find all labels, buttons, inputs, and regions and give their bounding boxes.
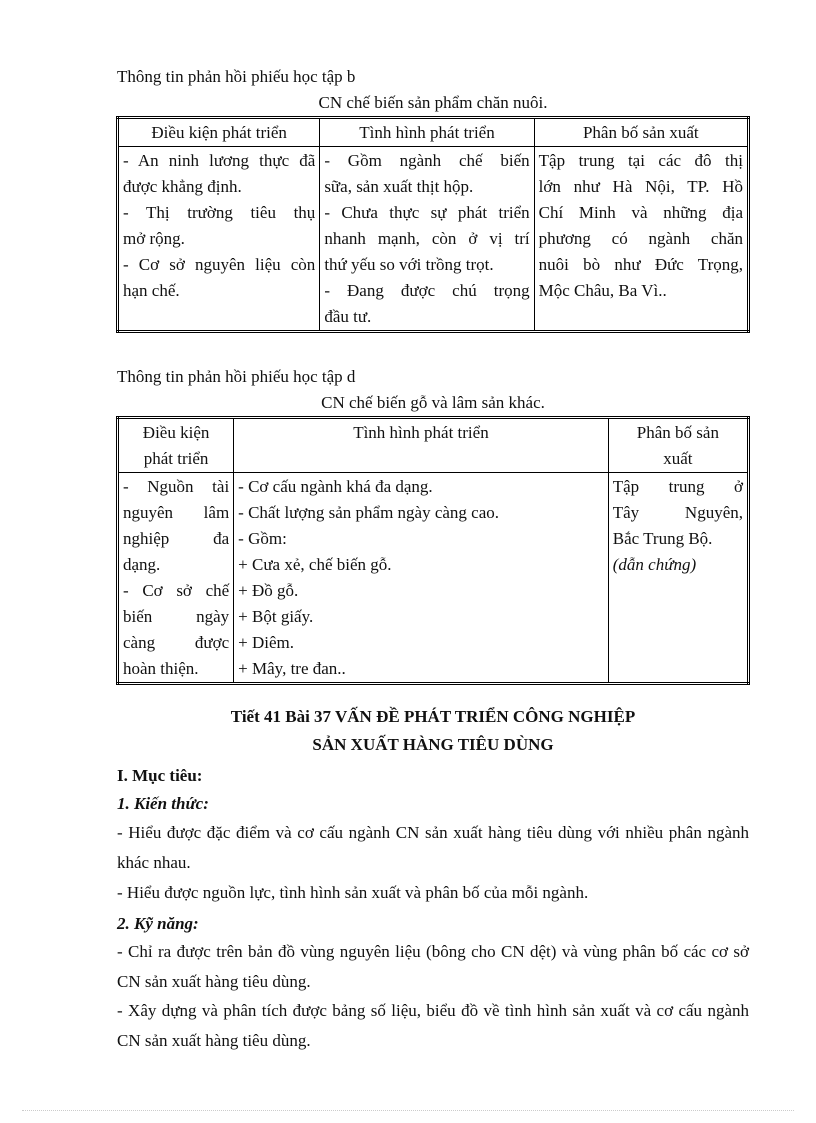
text-line: - Nguồn tài bbox=[123, 477, 230, 496]
text-line: mở rộng. bbox=[123, 229, 185, 248]
text-line: - Chất lượng sản phẩm ngày càng cao. bbox=[238, 503, 500, 522]
page-bottom-divider bbox=[22, 1110, 794, 1111]
text-line: lớn như Hà Nội, TP. Hồ bbox=[538, 177, 743, 196]
text-line: + Đồ gỗ. bbox=[238, 581, 299, 600]
section2-subtitle: CN chế biến gỗ và lâm sản khác. bbox=[321, 393, 545, 412]
table-header-row bbox=[118, 118, 749, 147]
header-line: Phân bố sản bbox=[636, 423, 719, 442]
text-line: nuôi bò như Đức Trọng, bbox=[538, 255, 743, 274]
cell-conditions bbox=[118, 473, 234, 684]
text-line: sữa, sản xuất thịt hộp. bbox=[324, 177, 474, 196]
section2-heading: Thông tin phản hồi phiếu học tập d bbox=[117, 367, 356, 386]
header-distribution bbox=[608, 418, 748, 473]
text-line: - Gồm: bbox=[238, 529, 287, 548]
text-line: phương có ngành chăn bbox=[538, 229, 743, 248]
text-line: được khẳng định. bbox=[123, 177, 242, 196]
text-line: Tập trung ở bbox=[612, 477, 743, 496]
text-line: Bắc Trung Bộ. bbox=[612, 529, 713, 548]
header-situation: Tình hình phát triển bbox=[320, 118, 534, 147]
section1-heading: Thông tin phản hồi phiếu học tập b bbox=[117, 67, 356, 86]
skills-item: - Chỉ ra được trên bản đồ vùng nguyên liệu (bông cho CN dệt) và vùng phân bố các cơ sở CN sản xuất hàng tiêu dùng. bbox=[117, 942, 749, 991]
text-line: - Chưa thực sự phát triển bbox=[324, 203, 530, 222]
header-conditions: Điều kiện phát triển bbox=[118, 118, 320, 147]
text-line: + Diêm. bbox=[238, 633, 295, 652]
text-line: nghiệp đa bbox=[123, 529, 230, 548]
text-line: Chí Minh và những địa bbox=[538, 203, 743, 222]
header-line: Điều kiện bbox=[142, 423, 210, 442]
knowledge-item: - Hiểu được nguồn lực, tình hình sản xuất và phân bố của mỗi ngành. bbox=[117, 883, 589, 902]
text-line: - Gồm ngành chế biến bbox=[324, 151, 530, 170]
header-line: xuất bbox=[663, 449, 693, 468]
text-line: - Thị trường tiêu thụ bbox=[123, 203, 316, 222]
text-line: Mộc Châu, Ba Vì.. bbox=[538, 281, 667, 300]
note-evidence: (dẫn chứng) bbox=[612, 555, 697, 574]
header-line: phát triển bbox=[143, 449, 209, 468]
table-row bbox=[118, 147, 749, 332]
header-situation: Tình hình phát triển bbox=[234, 418, 609, 473]
text-line: Tập trung tại các đô thị bbox=[538, 151, 743, 170]
skills-heading: 2. Kỹ năng: bbox=[117, 914, 199, 933]
text-line: - An ninh lương thực đã bbox=[123, 151, 316, 170]
lesson-title-line1: Tiết 41 Bài 37 VẤN ĐỀ PHÁT TRIỂN CÔNG NGHIỆP bbox=[230, 707, 636, 726]
knowledge-heading: 1. Kiến thức: bbox=[117, 794, 209, 813]
cell-distribution bbox=[534, 147, 748, 332]
text-line: nhanh mạnh, còn ở vị trí bbox=[324, 229, 530, 248]
text-line: nguyên lâm bbox=[123, 503, 230, 522]
header-distribution: Phân bố sản xuất bbox=[534, 118, 748, 147]
text-line: - Cơ cấu ngành khá đa dạng. bbox=[238, 477, 433, 496]
text-line: + Cưa xẻ, chế biến gỗ. bbox=[238, 555, 392, 574]
skills-item: - Xây dựng và phân tích được bảng số liệu, biểu đồ về tình hình sản xuất và cơ cấu ngành CN sản xuất hàng tiêu dùng. bbox=[117, 1001, 749, 1050]
text-line: đầu tư. bbox=[324, 307, 372, 326]
text-line: Tây Nguyên, bbox=[612, 503, 743, 522]
knowledge-item: - Hiểu được đặc điểm và cơ cấu ngành CN sản xuất hàng tiêu dùng với nhiều phân ngành khác nhau. bbox=[117, 823, 749, 872]
table-wood-products bbox=[116, 416, 750, 685]
text-line: - Cơ sở nguyên liệu còn bbox=[123, 255, 316, 274]
text-line: dạng. bbox=[123, 555, 161, 574]
text-line: hoàn thiện. bbox=[123, 659, 199, 678]
text-line: càng được bbox=[123, 633, 230, 652]
table-animal-products bbox=[116, 116, 750, 333]
section1-subtitle: CN chế biến sản phẩm chăn nuôi. bbox=[318, 93, 548, 112]
table-header-row bbox=[118, 418, 749, 473]
lesson-title-line2: SẢN XUẤT HÀNG TIÊU DÙNG bbox=[312, 735, 554, 754]
cell-situation bbox=[234, 473, 609, 684]
text-line: - Đang được chú trọng bbox=[324, 281, 530, 300]
text-line: + Bột giấy. bbox=[238, 607, 314, 626]
table-row bbox=[118, 473, 749, 684]
cell-situation bbox=[320, 147, 534, 332]
header-conditions bbox=[118, 418, 234, 473]
objectives-heading: I. Mục tiêu: bbox=[117, 766, 203, 785]
text-line: + Mây, tre đan.. bbox=[238, 659, 346, 678]
text-line: - Cơ sở chế bbox=[123, 581, 230, 600]
text-line: thứ yếu so với trồng trọt. bbox=[324, 255, 494, 274]
text-line: biến ngày bbox=[123, 607, 230, 626]
cell-conditions bbox=[118, 147, 320, 332]
cell-distribution bbox=[608, 473, 748, 684]
text-line: hạn chế. bbox=[123, 281, 180, 300]
